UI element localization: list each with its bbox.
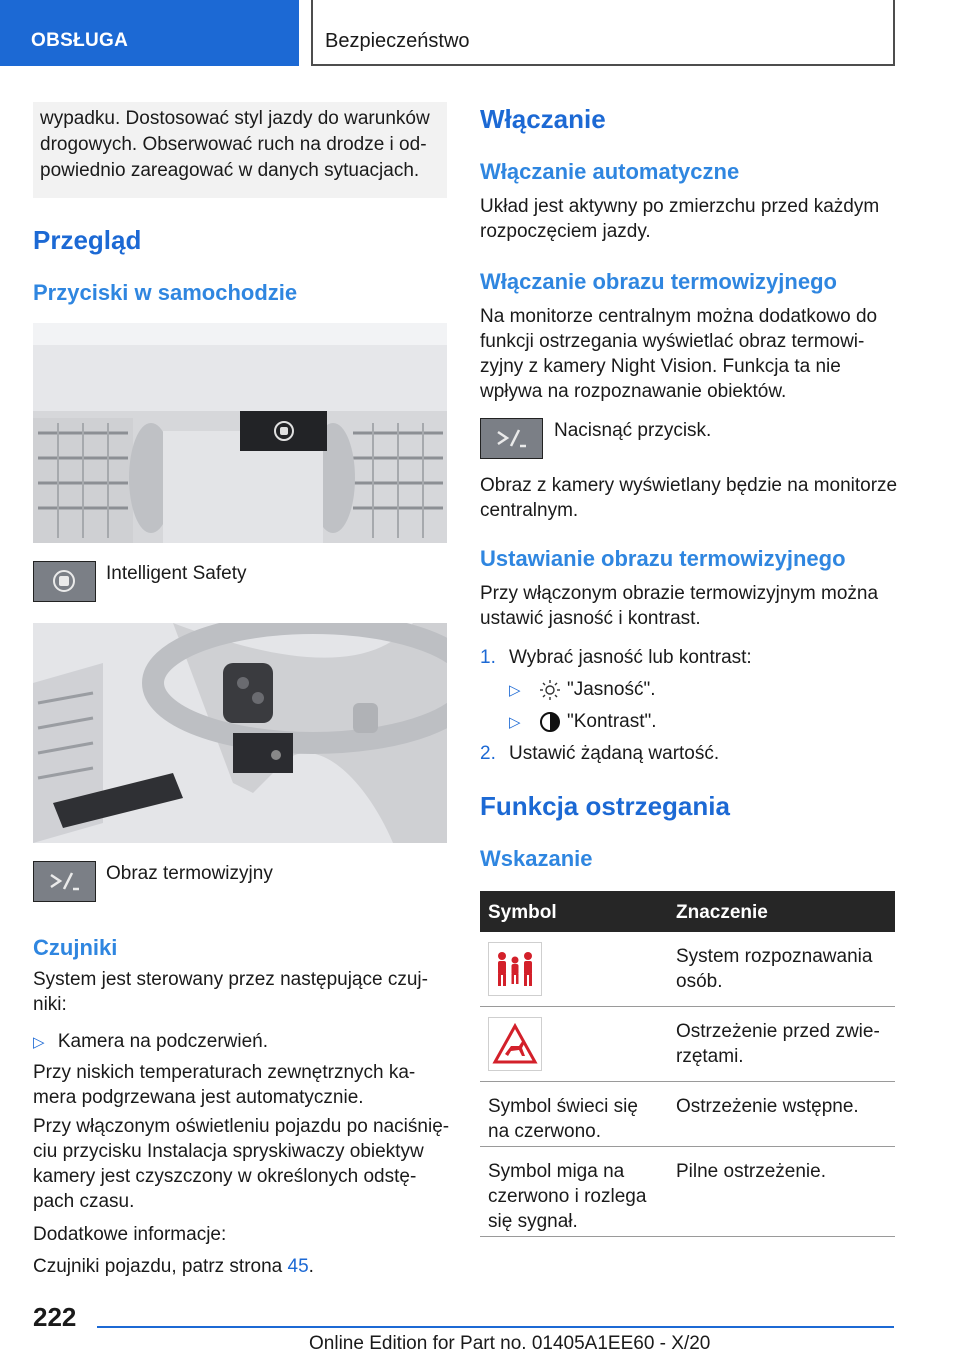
header-right-border bbox=[893, 0, 895, 66]
adjust-heading: Ustawianie obrazu termowizyjnego bbox=[480, 546, 846, 571]
symbol-cell bbox=[488, 1094, 638, 1144]
symbol-cell bbox=[488, 1159, 646, 1234]
step-number: 2. bbox=[480, 743, 496, 764]
header-divider bbox=[311, 0, 313, 64]
night-vision-button-icon bbox=[480, 418, 543, 459]
text-line: pach czasu. bbox=[33, 1191, 135, 1212]
symbol-cell bbox=[488, 1017, 542, 1071]
night-vision-button-icon bbox=[33, 861, 96, 902]
column-header-symbol: Symbol bbox=[488, 902, 557, 923]
text-line: rzętami. bbox=[676, 1046, 744, 1067]
table-row bbox=[480, 932, 895, 1007]
text-line: Na monitorze centralnym można dodatkowo do bbox=[480, 306, 878, 327]
text-line: centralnym. bbox=[480, 500, 579, 521]
thermal-on-text bbox=[480, 304, 877, 404]
contrast-icon bbox=[539, 711, 561, 733]
text-line: mera podgrzewana jest automatycznie. bbox=[33, 1087, 364, 1108]
text-line: kamery jest czyszczony w określonych odstę- bbox=[33, 1166, 417, 1187]
section-tab bbox=[0, 0, 299, 66]
sensors-heading: Czujniki bbox=[33, 935, 118, 960]
text-line: System rozpoznawania bbox=[676, 946, 873, 967]
sensors-reference bbox=[33, 1254, 314, 1279]
sensor-item-text: Kamera na podczerwień. bbox=[57, 1031, 268, 1052]
text-line: Ostrzeżenie wstępne. bbox=[676, 1096, 859, 1117]
warning-function-heading: Funkcja ostrzegania bbox=[480, 791, 730, 821]
footer-line bbox=[97, 1326, 894, 1328]
text-line: Układ jest aktywny po zmierzchu przed każdym bbox=[480, 196, 880, 217]
heating-paragraph bbox=[33, 1060, 415, 1110]
steering-illustration bbox=[33, 623, 447, 843]
sensor-list-item bbox=[33, 1029, 268, 1055]
text-line: System jest sterowany przez następujące czuj- bbox=[33, 969, 428, 990]
text-line: osób. bbox=[676, 971, 723, 992]
step-number: 1. bbox=[480, 647, 496, 668]
warning-box bbox=[33, 102, 447, 198]
meaning-cell bbox=[676, 944, 891, 994]
step-text: Wybrać jasność lub kontrast: bbox=[509, 647, 752, 668]
section-label: OBSŁUGA bbox=[31, 30, 129, 51]
text-line: Przy niskich temperaturach zewnętrznych ka- bbox=[33, 1062, 416, 1083]
warning-line: powiednio zareagować w danych sytuacjach. bbox=[40, 160, 420, 181]
buttons-heading: Przyciski w samochodzie bbox=[33, 280, 298, 305]
text-line: Przy włączonym oświetleniu pojazdu po naciśnię- bbox=[33, 1116, 450, 1137]
text-line: czerwono i rozlega bbox=[488, 1186, 647, 1207]
brightness-icon bbox=[539, 679, 561, 701]
symbol-cell bbox=[488, 942, 542, 996]
text-line: Przy włączonym obrazie termowizyjnym można bbox=[480, 583, 879, 604]
table-row bbox=[480, 1007, 895, 1082]
intelligent-safety-icon bbox=[34, 562, 95, 601]
switching-on-heading: Włączanie bbox=[480, 104, 606, 134]
auto-on-heading: Włączanie automatyczne bbox=[480, 159, 740, 184]
text-line: Symbol świeci się bbox=[488, 1096, 638, 1117]
chapter-title: Bezpieczeństwo bbox=[325, 30, 470, 52]
text-line: Obraz z kamery wyświetlany będzie na monitorze bbox=[480, 475, 898, 496]
page-reference-link[interactable]: 45 bbox=[287, 1256, 309, 1277]
table-row bbox=[480, 1082, 895, 1147]
page-number: 222 bbox=[33, 1302, 77, 1332]
text-line: ciu przycisku Instalacja spryskiwaczy obiektyw bbox=[33, 1141, 424, 1162]
sub-step-contrast bbox=[509, 709, 657, 735]
pedestrian-warning-icon bbox=[489, 943, 541, 995]
text-line: zyjny z kamery Night Vision. Funkcja ta nie bbox=[480, 356, 841, 377]
sub-step-text: "Kontrast". bbox=[567, 711, 657, 732]
meaning-cell bbox=[676, 1019, 891, 1069]
auto-on-text bbox=[480, 194, 879, 244]
cleaning-paragraph bbox=[33, 1114, 449, 1214]
display-heading: Wskazanie bbox=[480, 846, 593, 871]
step-1 bbox=[480, 645, 752, 670]
intelligent-safety-button-icon bbox=[33, 561, 96, 602]
night-vision-icon bbox=[481, 419, 542, 458]
text-line: Symbol miga na bbox=[488, 1161, 625, 1182]
dashboard-illustration bbox=[33, 323, 447, 543]
sub-step-brightness bbox=[509, 677, 656, 703]
step-text: Ustawić żądaną wartość. bbox=[509, 743, 720, 764]
overview-heading: Przegląd bbox=[33, 225, 142, 255]
camera-display-text bbox=[480, 473, 897, 523]
step-2 bbox=[480, 741, 720, 766]
night-vision-label: Obraz termowizyjny bbox=[106, 863, 273, 884]
sensors-intro bbox=[33, 967, 428, 1017]
table-header bbox=[480, 891, 895, 932]
symbol-table bbox=[480, 891, 895, 1237]
text-line: Pilne ostrzeżenie. bbox=[676, 1161, 826, 1182]
text-line: Ostrzeżenie przed zwie- bbox=[676, 1021, 880, 1042]
warning-line: wypadku. Dostosować styl jazdy do warunków bbox=[40, 108, 430, 129]
text-line: rozpoczęciem jazdy. bbox=[480, 221, 651, 242]
reference-text: Czujniki pojazdu, patrz strona bbox=[33, 1256, 288, 1277]
dashboard-photo bbox=[33, 323, 447, 543]
meaning-cell bbox=[676, 1159, 891, 1184]
thermal-on-heading: Włączanie obrazu termowizyjnego bbox=[480, 269, 837, 294]
text-line: ustawić jasność i kontrast. bbox=[480, 608, 701, 629]
text-line: wpływa na rozpoznawanie obiektów. bbox=[480, 381, 787, 402]
night-vision-icon bbox=[34, 862, 95, 901]
text-line: funkcji ostrzegania wyświetlać obraz termowi- bbox=[480, 331, 865, 352]
adjust-text bbox=[480, 581, 878, 631]
bullet-triangle-icon: ▷ bbox=[509, 714, 521, 731]
animal-warning-icon bbox=[489, 1018, 541, 1070]
steering-photo bbox=[33, 623, 447, 843]
bullet-triangle-icon: ▷ bbox=[509, 682, 521, 699]
table-row bbox=[480, 1147, 895, 1237]
text-line: na czerwono. bbox=[488, 1121, 602, 1142]
reference-end: . bbox=[308, 1256, 314, 1277]
text-line: niki: bbox=[33, 994, 67, 1015]
text-line: się sygnał. bbox=[488, 1211, 578, 1232]
header-underline bbox=[311, 64, 895, 66]
press-button-instruction: Nacisnąć przycisk. bbox=[554, 420, 712, 441]
bullet-triangle-icon: ▷ bbox=[33, 1034, 45, 1051]
intelligent-safety-label: Intelligent Safety bbox=[106, 563, 247, 584]
edition-text: Online Edition for Part no. 01405A1EE60 - X/20 bbox=[309, 1333, 711, 1354]
column-header-meaning: Znaczenie bbox=[676, 902, 768, 923]
meaning-cell bbox=[676, 1094, 891, 1119]
warning-line: drogowych. Obserwować ruch na drodze i od- bbox=[40, 134, 427, 155]
extra-info-label: Dodatkowe informacje: bbox=[33, 1224, 227, 1245]
sub-step-text: "Jasność". bbox=[567, 679, 656, 700]
